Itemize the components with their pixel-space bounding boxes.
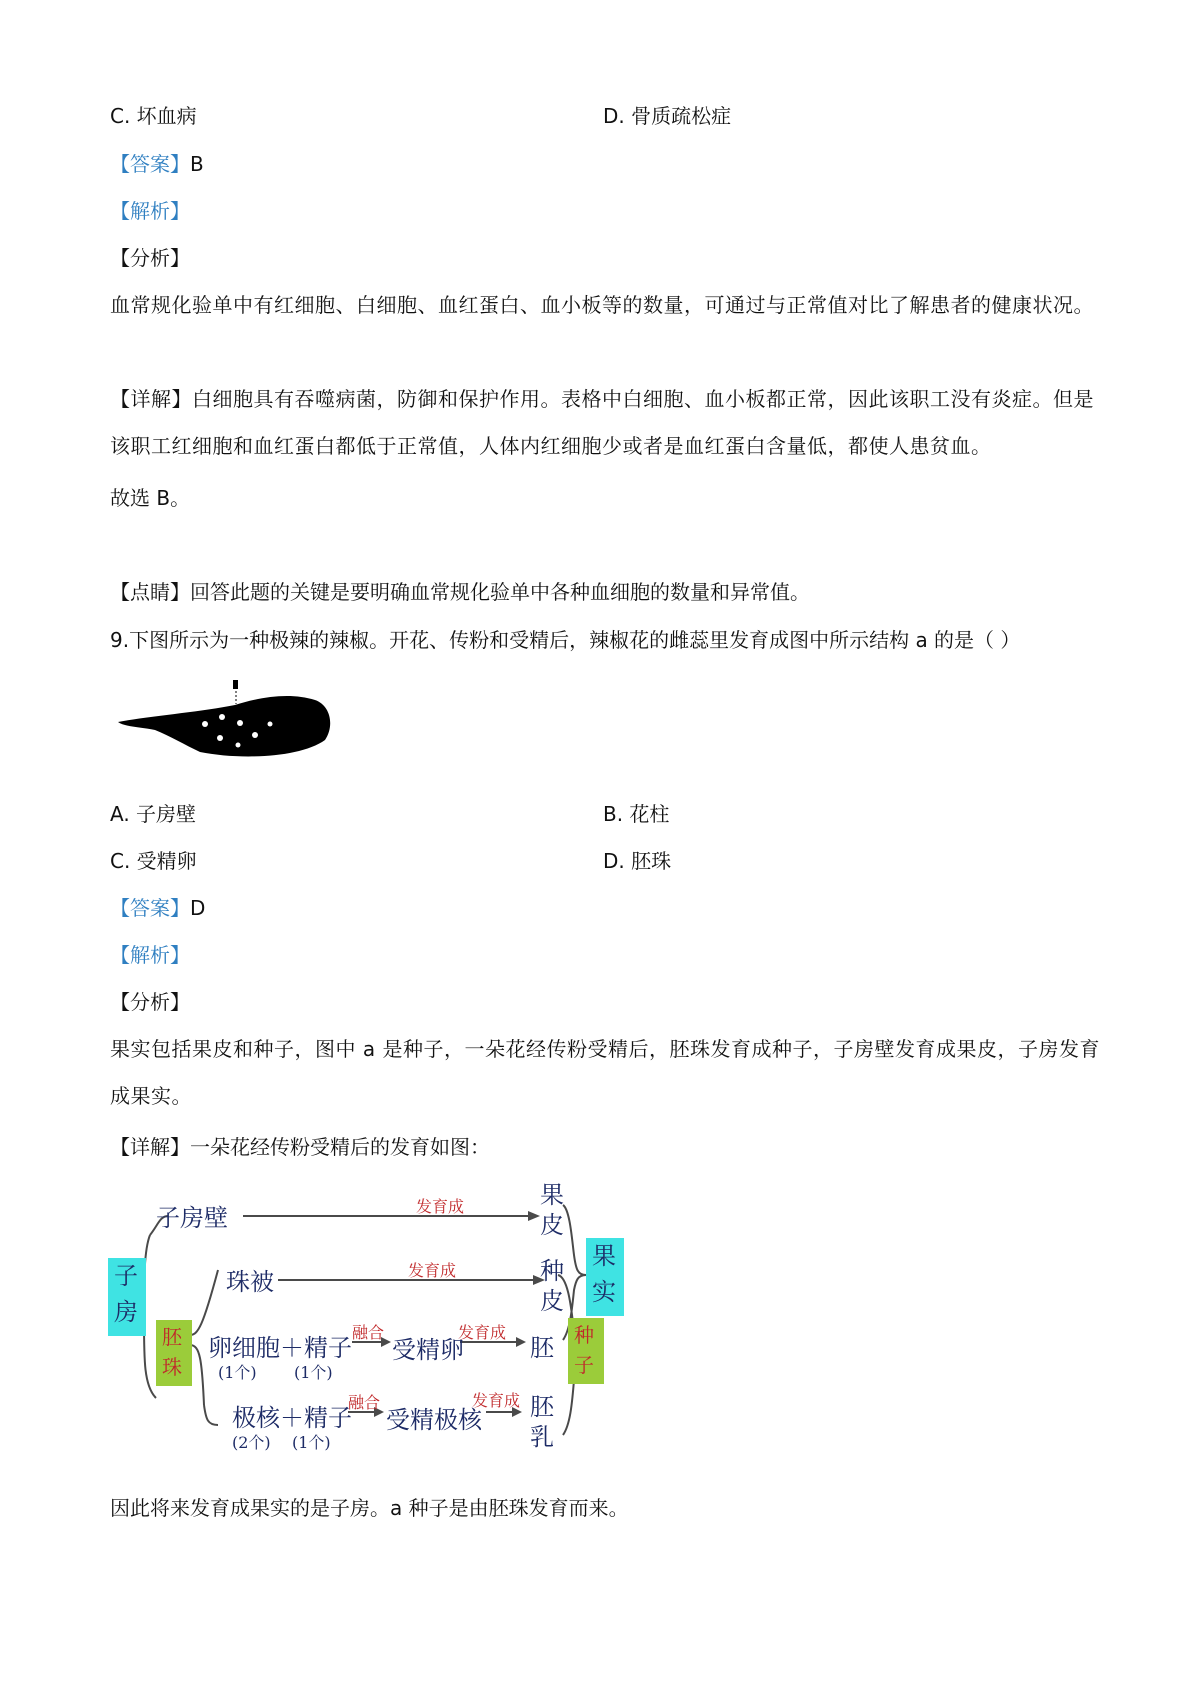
fayucheng-3: 发育成 (458, 1323, 507, 1342)
fayucheng-1: 发育成 (416, 1197, 465, 1216)
luanxibao-label: 卵细胞＋精子 (208, 1334, 352, 1362)
zhongzi-label: 种 子 (574, 1323, 594, 1377)
jing-count-2: (1个) (292, 1433, 331, 1452)
luan-count: (1个) (218, 1363, 257, 1382)
q8-option-d: D. 骨质疏松症 (603, 104, 732, 128)
xiangjie-text: 白细胞具有吞噬病菌，防御和保护作用。表格中白细胞、血小板都正常，因此该职工没有炎症。但是该职工红细胞和血红蛋白都低于正常值，人体内红细胞少或者是血红蛋白含量低，都使人患贫血。 (110, 387, 1094, 458)
dianjing-label: 【点睛】 (110, 580, 190, 604)
q8-dianjing (110, 578, 810, 606)
q8-fenxi-label: 【分析】 (110, 246, 190, 270)
jihe-count: (2个) (232, 1433, 271, 1452)
q8-xiangjie (110, 376, 1100, 470)
dianjing-text: 回答此题的关键是要明确血常规化验单中各种血细胞的数量和异常值。 (190, 580, 810, 604)
q8-fenxi-text: 血常规化验单中有红细胞、白细胞、血红蛋白、血小板等的数量，可通过与正常值对比了解患者的健康状况。 (110, 293, 1094, 317)
answer-label: 【答案】 (110, 896, 190, 920)
q9-answer (110, 894, 205, 922)
peizhu-label: 胚 珠 (162, 1325, 182, 1379)
fayucheng-2: 发育成 (408, 1261, 457, 1280)
answer-label: 【答案】 (110, 152, 190, 176)
jihe-label: 极核＋精子 (232, 1404, 352, 1432)
zhubei-label: 珠被 (226, 1268, 274, 1296)
peiru-label: 胚 乳 (530, 1393, 554, 1451)
xiangjie-label: 【详解】 (110, 387, 192, 411)
q8-choice: 故选 B。 (110, 486, 191, 510)
answer-value: B (190, 152, 204, 176)
shoujingluan-label: 受精卵 (392, 1336, 464, 1364)
fayucheng-4: 发育成 (472, 1391, 521, 1410)
q9-fenxi-label: 【分析】 (110, 990, 190, 1014)
flower-development-diagram (108, 1180, 668, 1470)
q9-option-c: C. 受精卵 (110, 849, 197, 873)
jing-count-1: (1个) (294, 1363, 333, 1382)
q8-answer (110, 150, 204, 178)
q9-conclusion: 因此将来发育成果实的是子房。a 种子是由胚珠发育而来。 (110, 1496, 629, 1520)
answer-value: D (190, 896, 206, 920)
zhongpi-label: 种 皮 (540, 1257, 564, 1315)
q8-analysis-label: 【解析】 (110, 199, 190, 223)
q9-option-b: B. 花柱 (603, 802, 670, 826)
guoshi-label: 果 实 (592, 1242, 616, 1306)
ronghe-1: 融合 (352, 1323, 385, 1342)
xiangjie-label: 【详解】 (110, 1135, 190, 1159)
pei-label: 胚 (530, 1334, 554, 1362)
q9-option-d: D. 胚珠 (603, 849, 672, 873)
q9-stem: 9.下图所示为一种极辣的辣椒。开花、传粉和受精后，辣椒花的雌蕊里发育成图中所示结构 a 的是（ ） (110, 628, 1021, 652)
ronghe-2: 融合 (348, 1393, 381, 1412)
q9-analysis-label: 【解析】 (110, 943, 190, 967)
q8-option-c: C. 坏血病 (110, 104, 197, 128)
q9-xiangjie (110, 1133, 490, 1161)
shoujingjihe-label: 受精极核 (386, 1406, 482, 1434)
q9-fenxi-text: 果实包括果皮和种子，图中 a 是种子，一朵花经传粉受精后，胚珠发育成种子，子房壁发育成果皮，子房发育成果实。 (110, 1037, 1100, 1108)
q9-option-a: A. 子房壁 (110, 802, 197, 826)
xiangjie-text: 一朵花经传粉受精后的发育如图： (190, 1135, 490, 1159)
guopi-label: 果 皮 (540, 1181, 564, 1239)
zifang-label: 子 房 (114, 1262, 138, 1326)
zifangbi-label: 子房壁 (156, 1204, 228, 1232)
